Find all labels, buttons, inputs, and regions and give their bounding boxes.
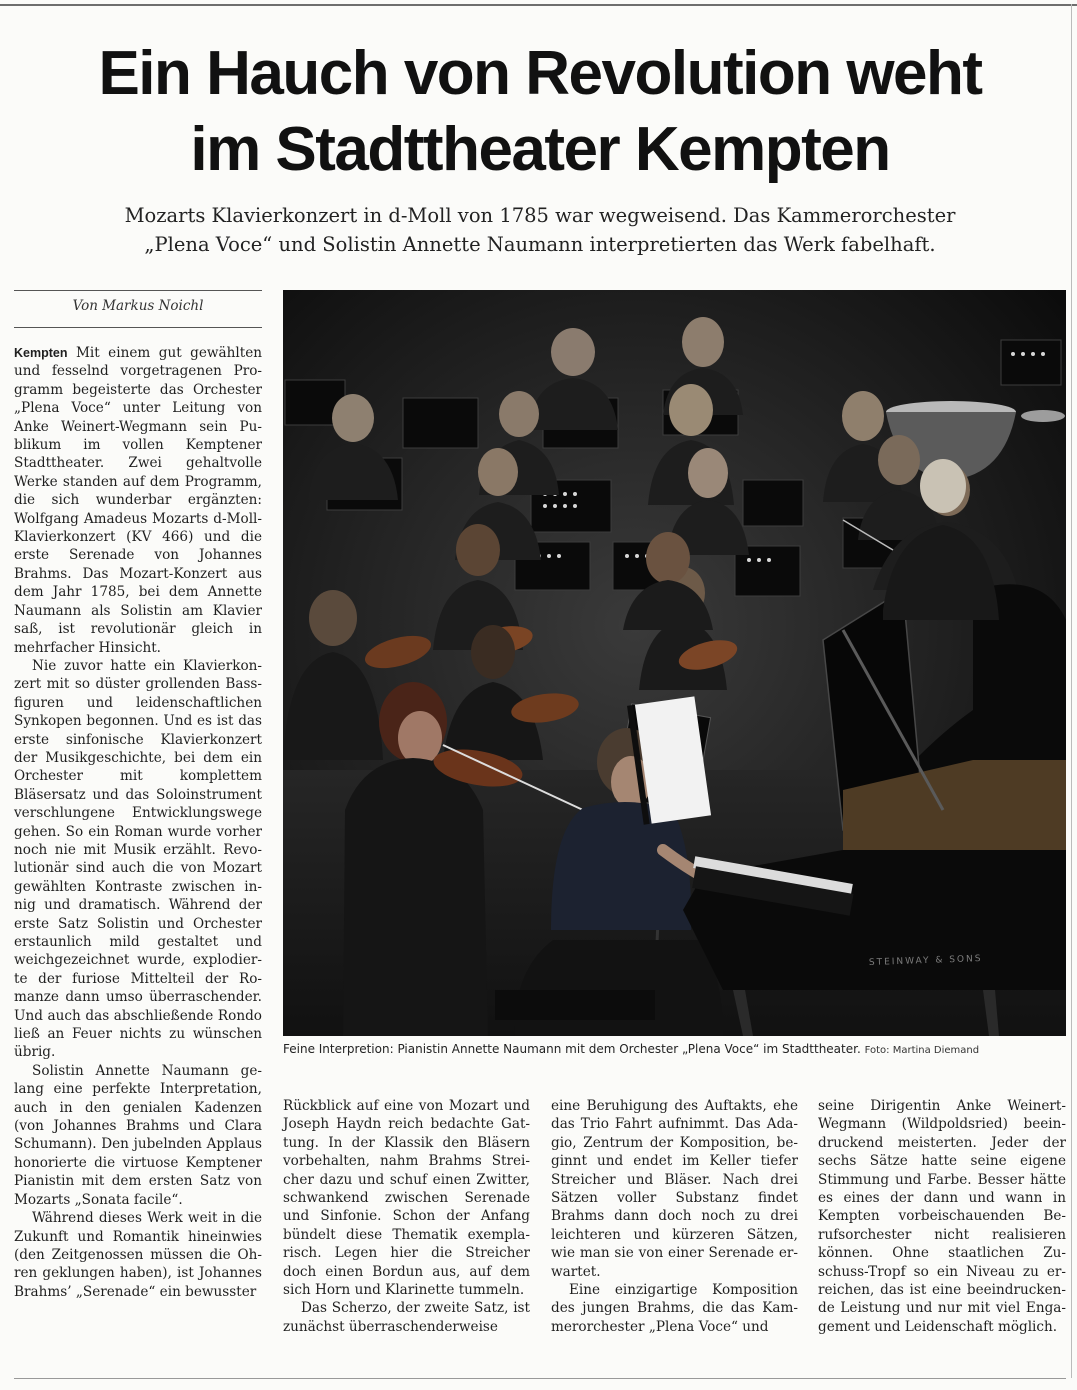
paragraph-3: Solistin Annette Naumann gelang eine perfekte Interpretation, auch in den genialen Kadenzen (von Johannes Brahms und Clara Schumann). Den jubelnden Applaus honorierte die virtuose Kemptener Pianistin mit dem ersten Satz von Mozarts „Sonata facile“. <box>14 1062 262 1208</box>
headline-line-1: Ein Hauch von Revolution weht <box>98 39 982 108</box>
paragraph-4: Während dieses Werk weit in die Zukunft und Romantik hineinwies (den Zeitgenossen müssen die Ohren geklungen haben), ist Johannes Brahms’ „Serenade“ ein bewusster <box>14 1210 262 1300</box>
text-column-2 <box>283 1097 530 1336</box>
headline-line-2: im Stadttheater Kempten <box>190 115 890 184</box>
concert-photo-illustration <box>283 290 1066 1036</box>
photo-credit: Foto: Martina Diemand <box>864 1045 980 1056</box>
photo-caption <box>283 1042 1066 1056</box>
subheadline-line-1: Mozarts Klavierkonzert in d-Moll von 1785 war wegweisend. Das Kammerorchester <box>124 204 956 227</box>
paragraph-6: Eine einzigartige Komposition des jungen Brahms, die das Kammerorchester „Plena Voce“ und <box>551 1282 798 1335</box>
piano-brand-text: STEINWAY & SONS <box>868 954 983 968</box>
byline: Von Markus Noichl <box>72 298 204 314</box>
concert-photo <box>283 290 1066 1036</box>
paragraph-5-continued: eine Beruhigung des Auftakts, ehe das Trio Fahrt aufnimmt. Das Adagio, Zentrum der Komposition, beginnt und endet im Keller tiefer Streicher und Bläser. Nach drei Sätzen voller Substanz findet Brahms dann doch noch zu drei leichteren und kürzeren Sätzen, wie man sie von einer Serenade erwartet. <box>551 1098 798 1280</box>
paragraph-6-continued: seine Dirigentin Anke Weinert-Wegmann (Wildpoldsried) beeindruckend meisterten. Jeder der sechs Sätze hatte seine eigene Stimmung und Farbe. Besser hätte es eines der dann und wann in Kempten vorbeischauenden Berufsorchester nicht realisieren können. Ohne staatlichen Zuschuss-Tropf so ein Niveau zu erreichen, das ist eine beeindruckende Leistung und nur mit viel Engagement und Leidenschaft möglich. <box>818 1098 1066 1335</box>
subheadline-line-2: „Plena Voce“ und Solistin Annette Naumann interpretierten das Werk fabelhaft. <box>144 233 936 256</box>
text-column-3 <box>551 1097 798 1336</box>
text-column-4 <box>818 1097 1066 1336</box>
dateline: Kempten <box>14 346 68 360</box>
paragraph-5: Das Scherzo, der zweite Satz, ist zunächst überraschenderweise <box>283 1300 530 1335</box>
byline-rule-bottom <box>14 327 262 328</box>
paragraph-2: Nie zuvor hatte ein Klavierkonzert mit so düster grollenden Bassfiguren und leidenschaftlichen Synkopen begonnen. Und es ist das erste sinfonische Klavierkonzert der Musikgeschichte, bei dem ein Orchester mit komplettem Bläsersatz und das Soloinstrument verschlungene Entwicklungswege gehen. So ein Roman wurde vorher noch nie mit Musik erzählt. Revolutionär sind auch die von Mozart gewählten Kontraste zwischen innig und dramatisch. Während der erste Satz Solistin und Orchester erstaunlich mild gestaltet und weichgezeichnet wurde, explodierte der furiose Mittelteil der Romanze dann umso überraschender. Und auch das abschließende Rondo ließ an Feuer nichts zu wünschen übrig. <box>14 657 262 1061</box>
paragraph-1-text: Mit einem gut gewählten und fesselnd vorgetragenen Programm begeisterte das Orchester „Plena Voce“ unter Leitung von Anke Weinert-Wegmann sein Publikum im vollen Kemptener Stadttheater. Zwei gehaltvolle Werke standen auf dem Programm, die sich wunderbar ergänzten: Wolfgang Amadeus Mozarts d-Moll-Klavierkonzert (KV 466) und die erste Serenade von Johannes Brahms. Das Mozart-Konzert aus dem Jahr 1785, bei dem Annette Naumann als Solistin am Klavier saß, ist revolutionär gleich in mehrfacher Hinsicht. <box>14 345 262 656</box>
byline-rule-top <box>14 290 262 291</box>
caption-text: Feine Interpretion: Pianistin Annette Naumann mit dem Orchester „Plena Voce“ im Stadttheater. <box>283 1042 861 1056</box>
bottom-rule <box>14 1378 1066 1379</box>
top-rule <box>0 4 1077 6</box>
text-column-1 <box>14 344 262 1301</box>
paragraph-1 <box>14 344 262 657</box>
paragraph-4-continued: Rückblick auf eine von Mozart und Joseph Haydn reich bedachte Gattung. In der Klassik den Bläsern vorbehalten, nahm Brahms Streicher dazu und schuf einen Zwitter, schwankend zwischen Serenade und Sinfonie. Schon der Anfang bündelt diese Thematik exemplarisch. Legen hier die Streicher doch einen Bordun aus, auf dem sich Horn und Klarinette tummeln. <box>283 1098 530 1299</box>
right-edge-rule <box>1071 4 1072 1378</box>
